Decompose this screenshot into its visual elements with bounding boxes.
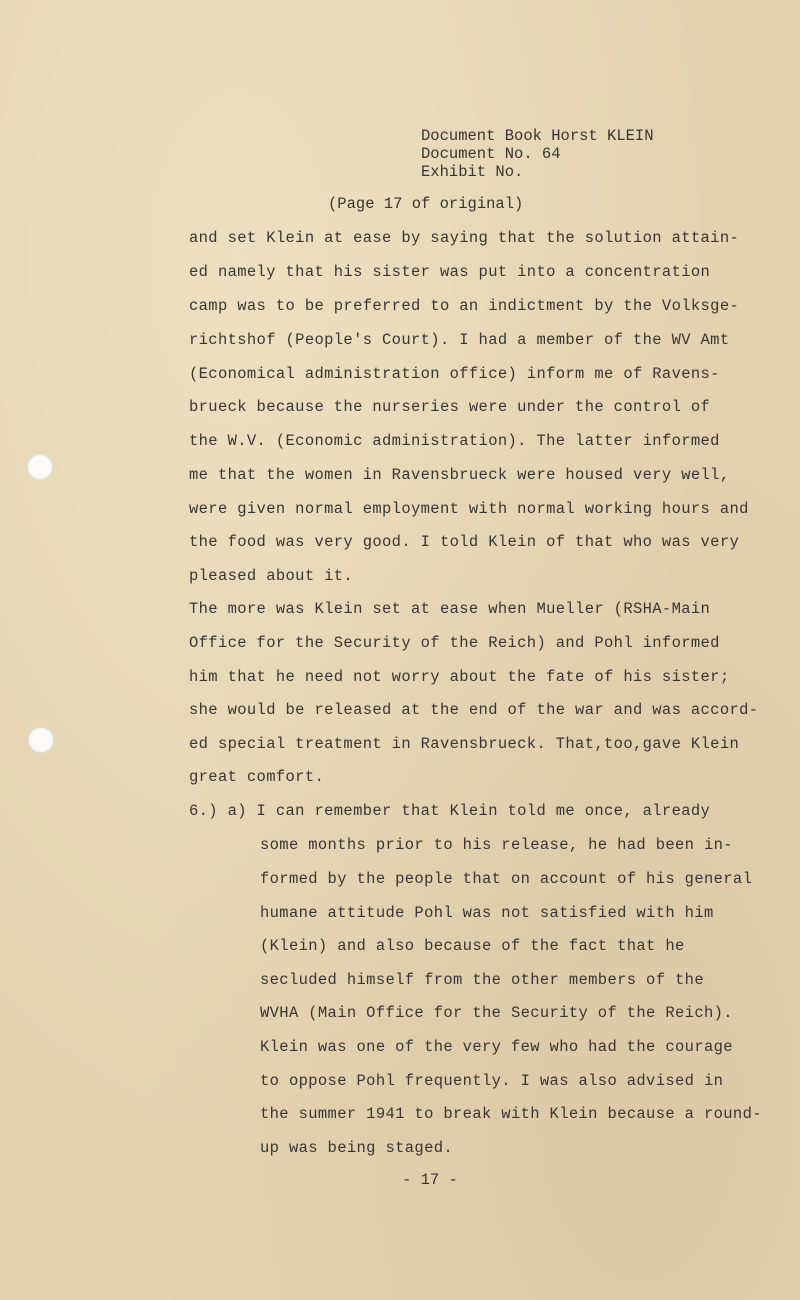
body-line: ed namely that his sister was put into a concentration [189,263,711,281]
original-page-reference: (Page 17 of original) [328,195,524,213]
body-line: secluded himself from the other members of the [260,971,704,989]
body-line: me that the women in Ravensbrueck were housed very well, [189,466,730,484]
body-line: WVHA (Main Office for the Security of the Reich). [260,1004,733,1022]
document-header [421,127,654,181]
body-line: great comfort. [189,768,325,786]
body-line: brueck because the nurseries were under the control of [189,398,711,416]
body-line: some months prior to his release, he had been in- [260,836,733,854]
body-line: the W.V. (Economic administration). The latter informed [189,432,720,450]
body-line: 6.) a) I can remember that Klein told me once, already [189,802,711,820]
body-line: The more was Klein set at ease when Mueller (RSHA-Main [189,600,711,618]
document-number-line: Document No. 64 [421,145,561,163]
body-line: were given normal employment with normal working hours and [189,500,749,518]
body-line: (Economical administration office) inform me of Ravens- [189,365,720,383]
body-line: Klein was one of the very few who had the courage [260,1038,733,1056]
body-line: the food was very good. I told Klein of that who was very [189,533,740,551]
body-line: to oppose Pohl frequently. I was also advised in [260,1072,724,1090]
punch-hole-bottom [28,727,54,753]
body-line: camp was to be preferred to an indictment by the Volksge- [189,297,740,315]
document-book-line: Document Book Horst KLEIN [421,127,654,145]
body-line: formed by the people that on account of his general [260,870,753,888]
exhibit-number-line: Exhibit No. [421,163,524,181]
page-number: - 17 - [402,1171,458,1189]
body-line: up was being staged. [260,1139,454,1157]
body-line: she would be released at the end of the war and was accord- [189,701,759,719]
body-line: ed special treatment in Ravensbrueck. That,too,gave Klein [189,735,740,753]
body-line: humane attitude Pohl was not satisfied with him [260,904,714,922]
body-line: the summer 1941 to break with Klein because a round- [260,1105,762,1123]
body-line: (Klein) and also because of the fact that he [260,937,685,955]
body-line: and set Klein at ease by saying that the solution attain- [189,229,740,247]
body-line: Office for the Security of the Reich) and Pohl informed [189,634,720,652]
punch-hole-top [27,454,53,480]
body-line: him that he need not worry about the fate of his sister; [189,668,730,686]
body-line: pleased about it. [189,567,354,585]
body-line: richtshof (People's Court). I had a member of the WV Amt [189,331,730,349]
